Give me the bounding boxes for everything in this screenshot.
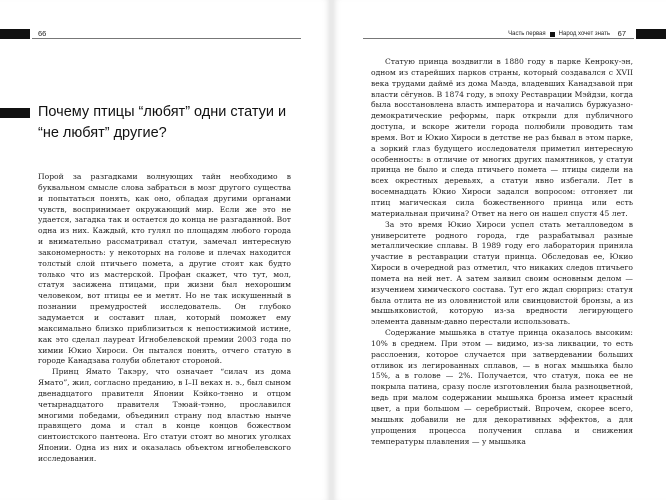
right-paragraph-2: За это время Юкио Хироси успел стать металловедом в университете родного города, где разрабатывал разные металлические сплавы. В 1989 году его лаборатория приняла участие в реставрации статуи принца. Обследовав ее, Юкио Хироси в очередной раз отметил, что никаких следов птичьего помета на ней нет. А затем заявил своим основным делом — изучением химического состава. Тут его ждал сюрприз: статуя была отлита не из оловянистой или свинцовистой бронзы, а из мышьяковистой, которую из-за вредности легирующего элемента давным-давно перестали использовать. (371, 219, 633, 327)
left-header-bar (0, 29, 30, 39)
left-page-number: 66 (38, 29, 47, 38)
left-paragraph-2: Принц Ямато Такэру, что означает “силач из дома Ямато”, жил, согласно преданию, в I–II веках н. э., был сыном двенадцатого правителя Японии Кэйко-тэнно и отцом четырнадцатого правителя Тэюай-тэнно, прославился многими победами, объединил страну под властью нынче правящего дома и стал в конце концов божеством синтоистского пантеона. Его статуи стоят во многих уголках Японии. Одна из них и оказалась объектом игнобелевского исследования. (38, 367, 291, 463)
right-paragraph-3: Содержание мышьяка в статуе принца оказалось высоким: 10% в среднем. При этом — видимо, из-за ликвации, то есть расслоения, которое случается при затвердевании больших отливок из легированных сплавов, — в ногах мышьяка было 15%, а в голове — 2%. Получается, что статуя, пока ее не покрыла патина, сразу после изготовления была разноцветной, ведь при малом содержании мышьяка бронза имеет красный цвет, а при большом — серебристый. Впрочем, скорее всего, мышьяк добавили не для декоративных эффектов, а для упрощения процесса получения сплава и снижения температуры плавления — у мышьяка (371, 328, 633, 446)
section-heading: Почему птицы “любят” одни статуи и “не любят” другие? (38, 104, 287, 141)
right-body-text (371, 57, 633, 447)
left-header-rule (32, 38, 301, 39)
right-header-bar (636, 29, 666, 39)
right-paragraph-1: Статую принца воздвигли в 1880 году в парке Кенроку-эн, одном из старейших парков страны, который создавался с XVII века трудами даймё из дома Маэда, владевших Канадзавой при власти сёгунов. В 1874 году, в эпоху Реставрации Мэйдзи, когда была восстановлена власть императора и начались буржуазно-демократические реформы, парк открыли для публичного доступа, и вскоре жители города полюбили проводить там время. Вот и Юкио Хироси в детстве не раз бывал в этом парке, а зоркий глаз будущего исследователя приметил интересную особенность: в отличие от многих других памятников, у статуи принца не было и следа птичьего помета — птицы сидели на всех окрестных деревьях, а статуи явно избегали. Лет в восемнадцать Юкио Хироси задался вопросом: отгоняет ли птиц магическая сила божественного принца или есть материальная причина? Ответ на него он нашел спустя 45 лет. (371, 57, 633, 218)
left-body-text (38, 172, 291, 465)
running-head-part: Часть первая (508, 31, 546, 37)
right-header-rule (363, 38, 634, 39)
right-page (333, 0, 666, 500)
square-divider-icon (550, 32, 555, 37)
heading-marker-bar (0, 108, 30, 118)
left-paragraph-1: Порой за разгадками волнующих тайн необходимо в буквальном смысле слова забраться в мозг другого существа и попытаться понять, как оно, обладая другими органами чувств, воспринимает окружающий мир. Если же это не удается, загадка так и остается до конца не разгаданной. Вот одна из них. Каждый, кто гулял по площадям любого города и внимательно рассматривал статуи, замечал интересную закономерность: у некоторых на голове и плечах находится толстый слой птичьего помета, а другие стоят как будто только что из мастерской. Профан скажет, что тут, мол, статуя засижена птицами, при жизни был нехорошим человеком, вот птицы ее и метят. Но не так искушенный в познании премудростей исследователь. Он глубоко задумается и составит план, который поможет ему максимально близко приблизиться к непостижимой истине, как это сделал лауреат Игнобелевской премии 2003 года по химии Юкио Хироси. Он пытался понять, отчего статую в городе Канадзава голуби облетают стороной. (38, 172, 291, 366)
right-page-number: 67 (617, 29, 626, 38)
left-page (0, 0, 330, 500)
running-head-chapter: Народ хочет знать (558, 31, 610, 37)
